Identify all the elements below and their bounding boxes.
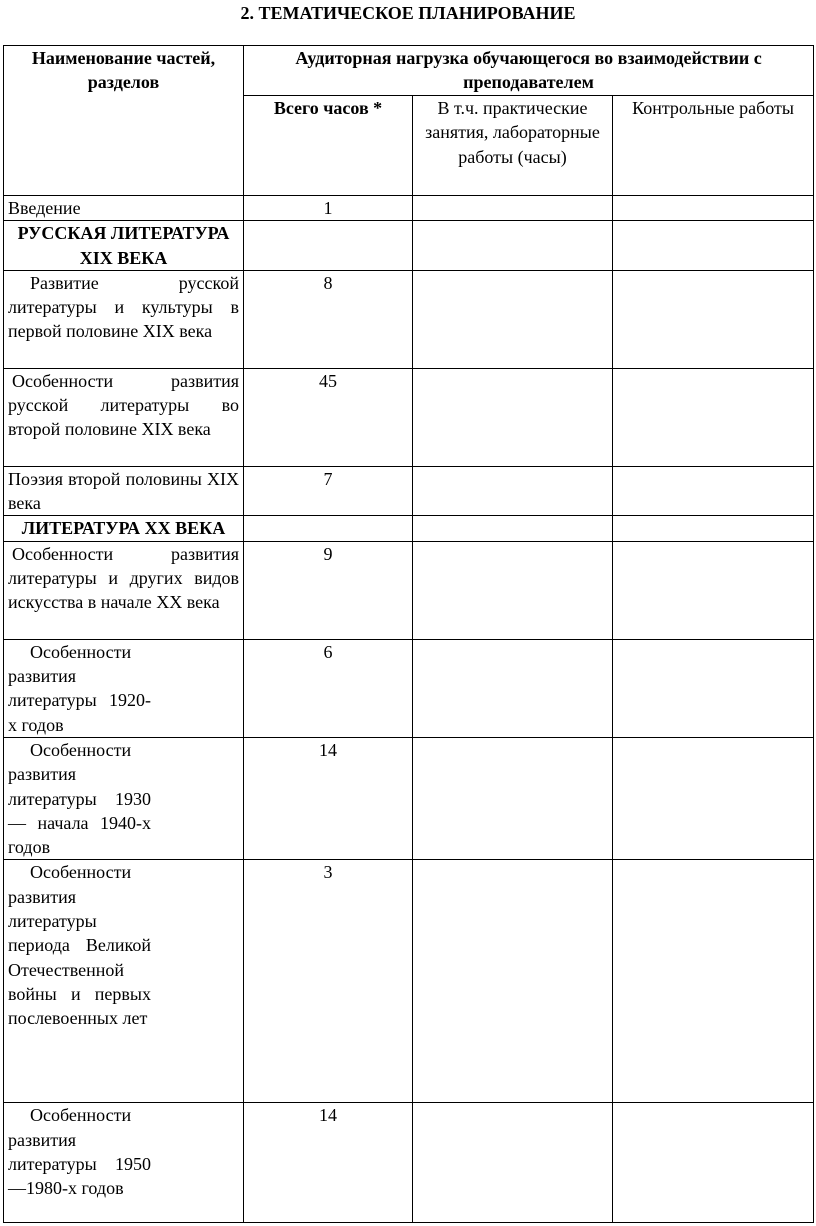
table-row [4,860,814,1103]
header-row-1 [4,46,814,96]
row-practical-cell [413,639,613,737]
row-name-text: Особенности развития литературы 1920-х годов [8,641,151,735]
row-practical-cell [413,1103,613,1223]
row-hours-cell [244,221,413,271]
section-title: РУССКАЯ ЛИТЕРАТУРА XIX ВЕКА [4,221,244,271]
row-practical-cell [413,221,613,271]
section-title: ЛИТЕРАТУРА XX ВЕКА [4,516,244,541]
row-hours-cell: 14 [244,1103,413,1223]
table-row [4,541,814,639]
header-name-cell: Наименование частей, разделов [4,46,244,196]
row-control-cell [613,196,814,221]
row-practical-cell [413,860,613,1103]
row-control-cell [613,368,814,466]
thematic-plan-table [3,45,814,1223]
row-name-text: Особенности развития литературы периода Великой Отечественной войны и первых послевоенных лет [8,862,151,1029]
row-hours-cell: 1 [244,196,413,221]
table-row [4,270,814,368]
header-control-cell: Контрольные работы [613,96,814,196]
row-control-cell [613,639,814,737]
table-row [4,368,814,466]
row-hours-cell: 45 [244,368,413,466]
row-practical-cell [413,541,613,639]
row-practical-cell [413,368,613,466]
row-hours-cell: 3 [244,860,413,1103]
row-hours-cell: 14 [244,737,413,859]
row-name-cell: Особенности развития русской литературы во второй половине XIX века [4,368,244,466]
header-group-cell: Аудиторная нагрузка обучающегося во взаимодействии с преподавателем [244,46,814,96]
row-control-cell [613,516,814,541]
row-name-cell: Особенности развития литературы и других видов искусства в начале XX века [4,541,244,639]
section-row [4,221,814,271]
row-control-cell [613,541,814,639]
table-row [4,737,814,859]
row-name-cell: Введение [4,196,244,221]
row-name-cell: Развитие русской литературы и культуры в первой половине XIX века [4,270,244,368]
page-title: 2. ТЕМАТИЧЕСКОЕ ПЛАНИРОВАНИЕ [240,3,576,23]
row-name-text: Особенности развития литературы 1950—1980-х годов [8,1105,151,1199]
row-name-cell [4,639,244,737]
row-hours-cell: 7 [244,466,413,516]
row-practical-cell [413,737,613,859]
table-row [4,1103,814,1223]
row-hours-cell: 9 [244,541,413,639]
row-control-cell [613,1103,814,1223]
row-control-cell [613,270,814,368]
section-row [4,516,814,541]
header-total-cell: Всего часов * [244,96,413,196]
row-name-cell [4,1103,244,1223]
row-hours-cell: 8 [244,270,413,368]
row-practical-cell [413,466,613,516]
row-name-cell [4,737,244,859]
row-practical-cell [413,516,613,541]
row-control-cell [613,860,814,1103]
row-control-cell [613,737,814,859]
header-practical-cell: В т.ч. практические занятия, лабораторные работы (часы) [413,96,613,196]
table-row [4,466,814,516]
table-row [4,639,814,737]
row-control-cell [613,221,814,271]
row-control-cell [613,466,814,516]
row-name-cell: Поэзия второй половины XIX века [4,466,244,516]
row-hours-cell [244,516,413,541]
table-row [4,196,814,221]
row-name-text: Особенности развития литературы 1930 — начала 1940-х годов [8,739,151,858]
row-hours-cell: 6 [244,639,413,737]
row-practical-cell [413,270,613,368]
row-practical-cell [413,196,613,221]
row-name-cell [4,860,244,1103]
